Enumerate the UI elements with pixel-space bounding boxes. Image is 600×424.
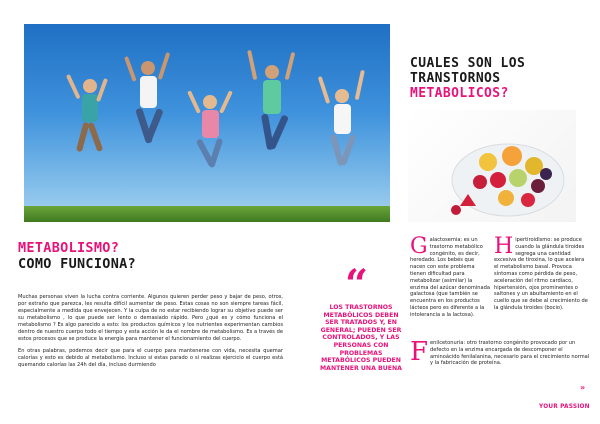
drop-cap: F — [410, 337, 429, 367]
galactosemia-column — [410, 234, 491, 319]
fruit-bowl-illustration — [408, 110, 576, 222]
quote-mark-icon: “ — [345, 261, 369, 308]
grass-strip — [24, 206, 390, 222]
metabolism-body-text — [18, 294, 283, 374]
drop-cap: G — [410, 234, 428, 259]
heading-line-accent: METABOLICOS? — [410, 86, 509, 101]
column-text: enilcetonuria: otro trastorno congénito provocado por un defecto en la enzima encargada de descomponer el aminoácido fenilalanina, necesario para el crecimiento normal y la fabricación de proteína. — [430, 340, 590, 367]
hyperthyroidism-column — [494, 234, 588, 312]
footer-brand: YOUR PASSION — [539, 404, 590, 410]
metabolic-disorders-heading — [410, 56, 590, 101]
phenylketonuria-column — [410, 337, 590, 367]
drop-cap: H — [494, 234, 514, 259]
hero-photo-people-jumping — [24, 24, 390, 222]
fruit-bowl-photo — [408, 110, 576, 222]
heading-line: CUALES SON LOS — [410, 56, 526, 71]
heading-line: TRANSTORNOS — [410, 71, 501, 86]
body-paragraph: Muchas personas viven la lucha contra corriente. Algunos quieren perder peso y bajar de peso, otros, por extraño que parezca, les resulta difícil aumentar de peso. Estas cosas no son siempre tareas fácil, especialmente a medida que envejecen. Y la culpa de no estar recibiendo lograr su objetivo puede ser su metabolismo , lo que puede ser lento o demasiado rápido. Pero ¿qué es y cómo funciona el metabolismo ? Es algo parecido a esto: los productos químicos y los nutrientes experimentan cambios dentro de nuestro cuerpo todo el tiempo y esta acción le da el nombre de metabolismo. Es a través de estos procesos que se produce la energía para mantener el funcionamiento del cuerpo. — [18, 294, 283, 342]
heading-line: COMO FUNCIONA? — [18, 256, 136, 272]
metabolism-heading — [18, 240, 278, 272]
people-jumping-illustration — [24, 24, 390, 222]
body-paragraph: En otras palabras, podemos decir que para el cuerpo para mantenerse con vida, necesita quemar calorías y esto es debido al metabolismo. Incluso si estas parado o si realizas ejercicio el cuerpo está quemando calorías las 24h del día, incluso durmiendo — [18, 348, 283, 368]
heading-line-accent: METABOLISMO? — [18, 240, 120, 256]
next-page-arrow-icon: » — [580, 383, 586, 392]
column-text: alactosemia: es un trastorno metabólico congénito, es decir, heredado. Los bebés que nacen con este problema tienen dificultad para metabolizar (asimilar) la enzima del azúcar denominada galactosa (que también se encuentra en los productos lácteos pero es diferente a la intolerancia a la lactosa). — [410, 237, 491, 318]
column-text: ipertiroidismo: se produce cuando la glándula tiroides segrega una cantidad excesiva de tiroxina, lo que acelera el metabolismo basal. Provoca síntomas como pérdida de peso, aceleración del ritmo cardíaco, hipertensión, ojos prominentes o saltones y un abultamiento en el cuello que se debe al crecimiento de la glándula tiroides (bocio). — [494, 237, 588, 311]
pull-quote: LOS TRASTORNOS METABÓLICOS DEBEN SER TRATADOS Y, EN GENERAL; PUEDEN SER CONTROLADOS, Y LAS PERSONAS CON PROBLEMAS METABÓLICOS PUEDEN MANTENER UNA BUENA — [320, 304, 402, 372]
